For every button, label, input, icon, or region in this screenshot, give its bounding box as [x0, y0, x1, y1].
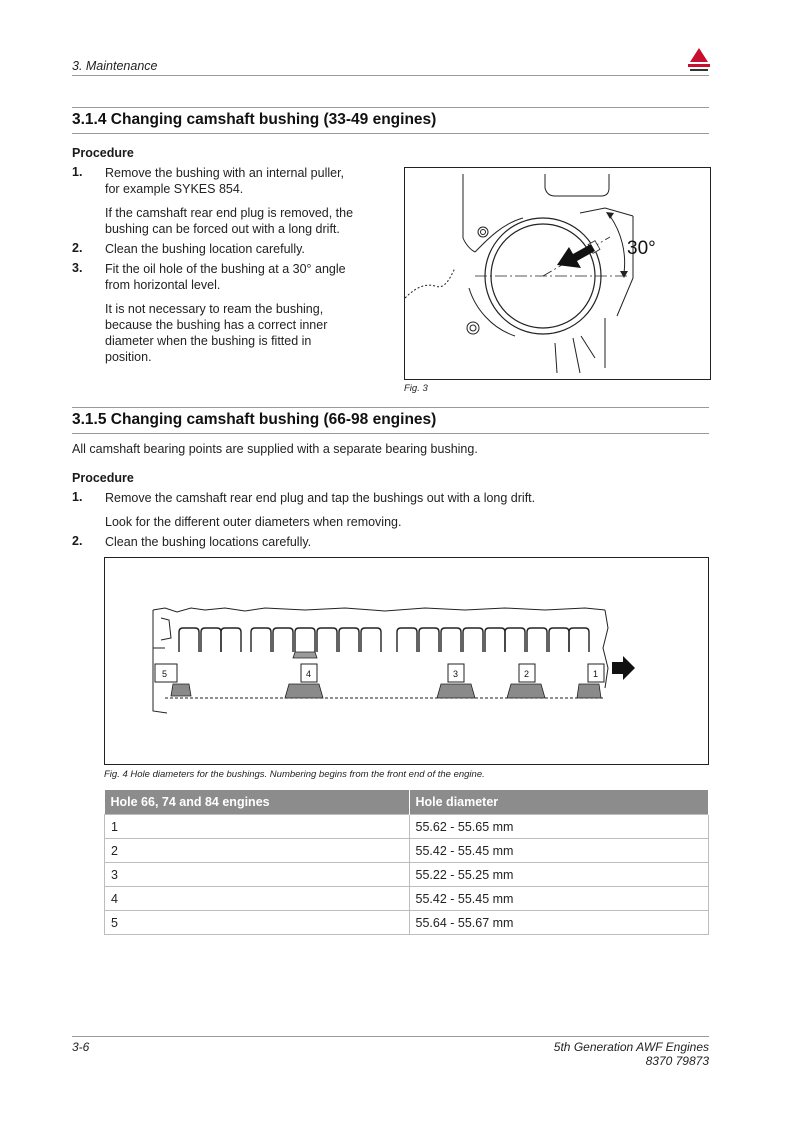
front-direction-arrow [612, 656, 635, 680]
section-title-314: 3.1.4 Changing camshaft bushing (33-49 engines) [72, 111, 437, 128]
step-number: 3. [72, 261, 83, 275]
diameter-cell: 55.42 - 55.45 mm [409, 839, 709, 863]
step-number: 1. [72, 165, 83, 179]
bearing-window [397, 628, 417, 652]
step-number: 2. [72, 241, 83, 255]
hole-cell: 1 [105, 815, 410, 839]
hole-label: 5 [162, 669, 168, 679]
figure-4-camshaft-holes [104, 557, 709, 765]
procedure-heading: Procedure [72, 146, 134, 160]
footer-rule [72, 1036, 709, 1037]
bearing-window [361, 628, 381, 652]
diameter-cell: 55.62 - 55.65 mm [409, 815, 709, 839]
column-header: Hole diameter [409, 790, 709, 815]
hole-cell: 3 [105, 863, 410, 887]
hole-cell: 4 [105, 887, 410, 911]
hole-cell: 2 [105, 839, 410, 863]
figure-3-bushing [404, 167, 711, 380]
angle-label: 30° [627, 238, 656, 259]
bearing-window [549, 628, 569, 652]
hole-label: 2 [524, 669, 530, 679]
section-intro: All camshaft bearing points are supplied with a separate bearing bushing. [72, 442, 478, 456]
table-row [105, 815, 709, 839]
table-row [105, 911, 709, 935]
bearing-window [317, 628, 337, 652]
bearing-window [179, 628, 199, 652]
bearing-window [221, 628, 241, 652]
section-title-315: 3.1.5 Changing camshaft bushing (66-98 engines) [72, 411, 437, 428]
bearing-window [273, 628, 293, 652]
step-text: Fit the oil hole of the bushing at a 30° angle from horizontal level. [105, 262, 346, 292]
bearing-window [527, 628, 547, 652]
step-text: Remove the bushing with an internal puller, for example SYKES 854. [105, 166, 345, 196]
section-rule-top [72, 107, 709, 108]
step-note: Look for the different outer diameters when removing. [105, 515, 402, 529]
step-text: Clean the bushing location carefully. [105, 242, 305, 256]
figure-3-caption: Fig. 3 [404, 383, 428, 394]
step-note: It is not necessary to ream the bushing, because the bushing has a correct inner diameter when the bushing is fitted in position. [105, 302, 328, 364]
diameter-cell: 55.42 - 55.45 mm [409, 887, 709, 911]
agco-power-logo [686, 46, 712, 76]
bearing-window [463, 628, 483, 652]
hole-label: 4 [306, 669, 312, 679]
column-header: Hole 66, 74 and 84 engines [105, 790, 410, 815]
diameter-cell: 55.22 - 55.25 mm [409, 863, 709, 887]
page-number: 3-6 [72, 1040, 90, 1054]
bearing-window [485, 628, 505, 652]
procedure-heading: Procedure [72, 471, 134, 485]
bearing-window [251, 628, 271, 652]
step-number: 1. [72, 490, 83, 504]
hole-label: 3 [453, 669, 459, 679]
table-row [105, 863, 709, 887]
step-note: If the camshaft rear end plug is removed, the bushing can be forced out with a long drift. [105, 206, 354, 236]
diameter-cell: 55.64 - 55.67 mm [409, 911, 709, 935]
table-row [105, 887, 709, 911]
header-rule [72, 75, 709, 76]
bearing-window [419, 628, 439, 652]
footer-title: 5th Generation AWF Engines 8370 79873 [553, 1040, 709, 1068]
chapter-header: 3. Maintenance [72, 59, 158, 73]
step-text: Clean the bushing locations carefully. [105, 535, 312, 549]
step-number: 2. [72, 534, 83, 548]
bearing-window [201, 628, 221, 652]
section-rule-bottom [72, 133, 709, 134]
hole-cell: 5 [105, 911, 410, 935]
bearing-window [569, 628, 589, 652]
section-rule-top [72, 407, 709, 408]
section-rule-bottom [72, 433, 709, 434]
bearing-window [339, 628, 359, 652]
bearing-window [295, 628, 315, 652]
table-header-row [105, 790, 709, 815]
step-text: Remove the camshaft rear end plug and tap the bushings out with a long drift. [105, 491, 536, 505]
table-row [105, 839, 709, 863]
figure-4-caption: Fig. 4 Hole diameters for the bushings. Numbering begins from the front end of the engine. [104, 769, 485, 780]
bearing-window [505, 628, 525, 652]
bearing-window [441, 628, 461, 652]
hole-label: 1 [593, 669, 599, 679]
hole-diameter-table [104, 790, 709, 935]
